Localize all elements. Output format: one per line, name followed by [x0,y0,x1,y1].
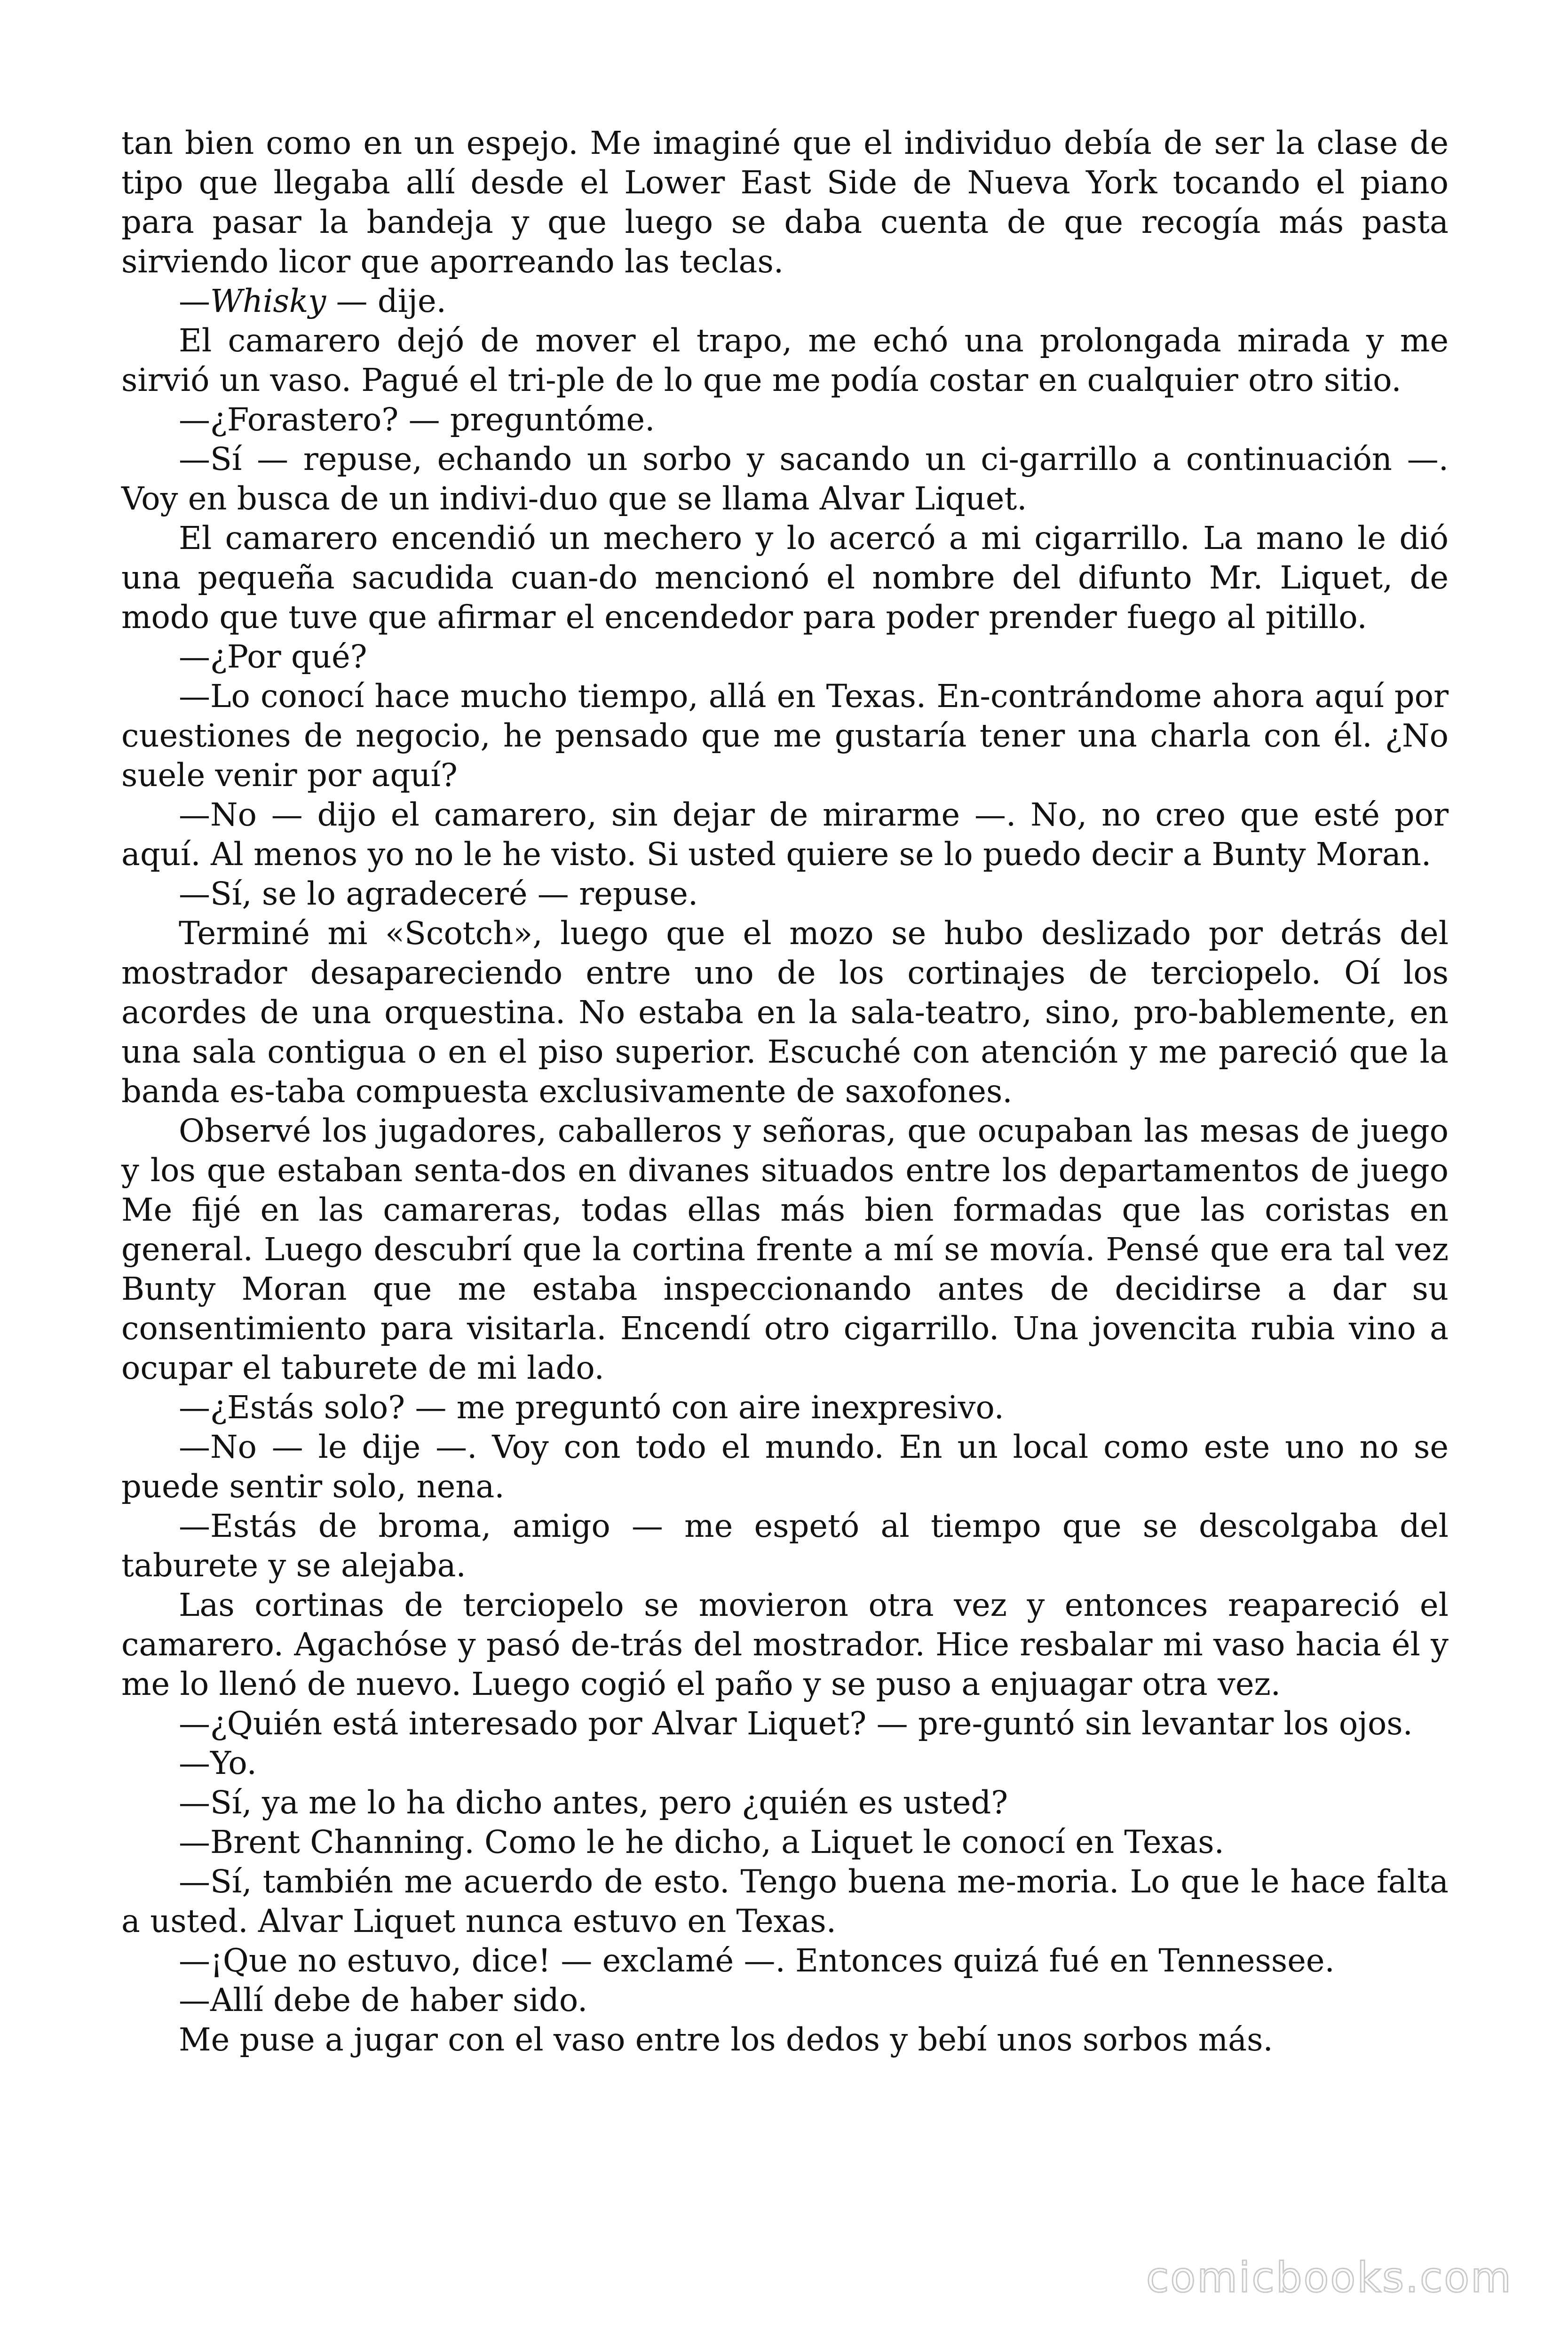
paragraph: —¿Forastero? — preguntóme. [179,401,655,438]
paragraph: Las cortinas de terciopelo se movieron otra vez y entonces reapareció el camarero. Agachóse y pasó de-trás del mostrador. Hice resbalar mi vaso hacia él y me lo llenó de nuevo. Luego cogió el paño y se puso a enjuagar otra vez. [121,1587,1449,1702]
paragraph: —¿Quién está interesado por Alvar Liquet? — pre-guntó sin levantar los ojos. [179,1705,1413,1742]
paragraph: Me puse a jugar con el vaso entre los dedos y bebí unos sorbos más. [179,2021,1273,2058]
paragraph: —Sí, ya me lo ha dicho antes, pero ¿quién es usted? [179,1784,1008,1821]
paragraph-tail: — dije. [326,283,446,319]
paragraph: —Brent Channing. Como le he dicho, a Liquet le conocí en Texas. [179,1824,1224,1860]
paragraph-italic-word: Whisky [210,283,326,319]
paragraph: Terminé mi «Scotch», luego que el mozo se hubo deslizado por detrás del mostrador desapareciendo entre uno de los cortinajes de terciopelo. Oí los acordes de una orquestina. No estaba en la sala-teatro, sino, pro-bablemente, en una sala contigua o en el piso superior. Escuché con atención y me pareció que la banda es-taba compuesta exclusivamente de saxofones. [121,915,1449,1110]
paragraph: —¿Estás solo? — me preguntó con aire inexpresivo. [179,1389,1004,1426]
paragraph: —Sí, se lo agradeceré — repuse. [179,875,698,912]
paragraph: —¡Que no estuvo, dice! — exclamé —. Entonces quizá fué en Tennessee. [179,1942,1335,1979]
paragraph: —No — dijo el camarero, sin dejar de mirarme —. No, no creo que esté por aquí. Al menos yo no le he visto. Si usted quiere se lo puedo decir a Bunty Moran. [121,796,1449,873]
page-body [121,123,1449,2059]
paragraph: Observé los jugadores, caballeros y señoras, que ocupaban las mesas de juego y los que estaban senta-dos en divanes situados entre los departamentos de juego Me fijé en las camareras, todas ellas más bien formadas que las coristas en general. Luego descubrí que la cortina frente a mí se movía. Pensé que era tal vez Bunty Moran que me estaba inspeccionando antes de decidirse a dar su consentimiento para visitarla. Encendí otro cigarrillo. Una jovencita rubia vino a ocupar el taburete de mi lado. [121,1112,1449,1386]
paragraph-lead: — [179,283,210,319]
paragraph: —Estás de broma, amigo — me espetó al tiempo que se descolgaba del taburete y se alejaba. [121,1508,1449,1584]
paragraph: El camarero encendió un mechero y lo acercó a mi cigarrillo. La mano le dió una pequeña sacudida cuan-do mencionó el nombre del difunto Mr. Liquet, de modo que tuve que afirmar el encendedor para poder prender fuego al pitillo. [121,520,1449,636]
watermark-logo: comicbooks.com [1146,2253,1513,2302]
paragraph [121,281,1449,321]
paragraph: —¿Por qué? [179,638,367,675]
paragraph: —Lo conocí hace mucho tiempo, allá en Texas. En-contrándome ahora aquí por cuestiones de negocio, he pensado que me gustaría tener una charla con él. ¿No suele venir por aquí? [121,678,1449,794]
paragraph: —Sí — repuse, echando un sorbo y sacando un ci-garrillo a continuación —. Voy en busca de un indivi-duo que se llama Alvar Liquet. [121,441,1449,517]
paragraph: El camarero dejó de mover el trapo, me echó una prolongada mirada y me sirvió un vaso. Pagué el tri-ple de lo que me podía costar en cualquier otro sitio. [121,322,1449,398]
paragraph: —Sí, también me acuerdo de esto. Tengo buena me-moria. Lo que le hace falta a usted. Alvar Liquet nunca estuvo en Texas. [121,1863,1449,1939]
paragraph: tan bien como en un espejo. Me imaginé que el individuo debía de ser la clase de tipo que llegaba allí desde el Lower East Side de Nueva York tocando el piano para pasar la bandeja y que luego se daba cuenta de que recogía más pasta sirviendo licor que aporreando las teclas. [121,125,1449,280]
paragraph: —Yo. [179,1745,257,1781]
paragraph: —Allí debe de haber sido. [179,1982,588,2018]
paragraph: —No — le dije —. Voy con todo el mundo. En un local como este uno no se puede sentir solo, nena. [121,1429,1449,1505]
